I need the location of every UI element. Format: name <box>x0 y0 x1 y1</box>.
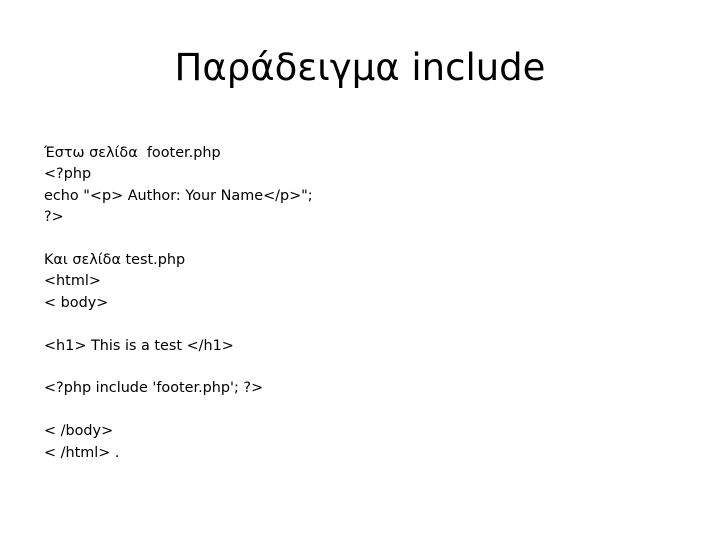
body-line: < /html> . <box>44 444 120 461</box>
slide-title: Παράδειγμα include <box>174 46 546 89</box>
body-line: <h1> This is a test </h1> <box>44 337 234 354</box>
slide-body <box>44 143 684 464</box>
blank-line <box>44 400 684 421</box>
body-line: echo "<p> Author: Your Name</p>"; <box>44 187 313 204</box>
body-line: < /body> <box>44 423 114 440</box>
body-line: <html> <box>44 273 101 290</box>
blank-line <box>44 314 684 335</box>
body-line: < body> <box>44 294 109 311</box>
body-line: <?php <box>44 166 92 183</box>
body-line: Έστω σελίδα footer.php <box>44 145 221 161</box>
blank-line <box>44 357 684 378</box>
blank-line <box>44 229 684 250</box>
body-line: Και σελίδα test.php <box>44 252 186 269</box>
body-line: <?php include 'footer.php'; ?> <box>44 380 264 397</box>
body-line: ?> <box>44 209 64 226</box>
